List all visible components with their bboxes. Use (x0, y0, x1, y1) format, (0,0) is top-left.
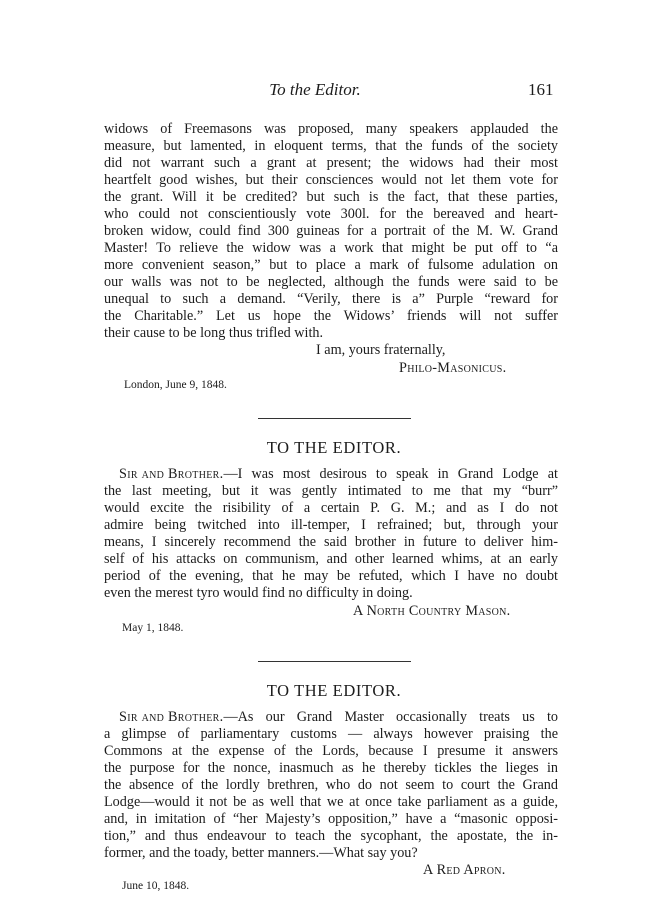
text-line: tion,” and thus endeavour to teach the sycophant, the apostate, the in- (104, 828, 558, 844)
text-line: the purpose for the nonce, inasmuch as he thereby tickles the lieges in (104, 760, 558, 776)
text-line: their cause to be long thus trifled with. (104, 325, 324, 341)
page-number: 161 (528, 80, 554, 99)
text-line: broken widow, could find 300 guineas for a portrait of the M. W. Grand (104, 223, 558, 239)
text-line: period of the evening, that he may be refuted, which I have no doubt (104, 568, 558, 584)
text-line: would excite the risibility of a certain P. G. M.; and as I do not (104, 500, 558, 516)
text-line: former, and the toady, better manners.—What say you? (104, 845, 418, 861)
text-line: means, I sincerely recommend the said brother in future to deliver him- (104, 534, 558, 550)
text-line: a glimpse of parliamentary customs — always however praising the (104, 726, 558, 742)
text-line: the Charitable.” Let us hope the Widows’ friends will not suffer (104, 308, 558, 324)
text-line: heartfelt good wishes, but their consciences would not let them vote for (104, 172, 558, 188)
salutation: Sir and Brother. (119, 466, 224, 482)
text-line: the absence of the lordly brethren, who do not seem to court the Grand (104, 777, 558, 793)
signature: Philo-Masonicus. (399, 360, 507, 376)
text-line: admire being twitched into ill-temper, I refrained; but, through your (104, 517, 558, 533)
text-line: the last meeting, but it was gently intimated to me that my “burr” (104, 483, 558, 499)
salutation: Sir and Brother. (119, 709, 224, 725)
text-line: unequal to such a demand. “Verily, there is a” Purple “reward for (104, 291, 558, 307)
text-line: more convenient season,” but to place a mark of fulsome adulation on (104, 257, 558, 273)
text-line: measure, but lamented, in eloquent terms, that the funds of the society (104, 138, 558, 154)
text-line: who could not conscientiously vote 300l. for the bereaved and heart- (104, 206, 558, 222)
text-line: —As our Grand Master occasionally treats us to (223, 709, 558, 725)
signature: A Red Apron. (423, 862, 506, 878)
text-line: Commons at the expense of the Lords, because I presume it answers (104, 743, 558, 759)
text-line: Lodge—would it not be as well that we at once take parliament as a guide, (104, 794, 558, 810)
text-line: self of his attacks on communism, and other learned whims, at an early (104, 551, 558, 567)
text-line: did not warrant such a grant at present; the widows had their most (104, 155, 558, 171)
place-date: May 1, 1848. (122, 622, 184, 634)
text-line: Master! To relieve the widow was a work that might be put off to “a (104, 240, 558, 256)
text-line: and, in imitation of “her Majesty’s opposition,” have a “masonic opposi- (104, 811, 558, 827)
first-line (119, 709, 558, 726)
divider-rule (258, 418, 411, 419)
place-date: London, June 9, 1848. (124, 379, 227, 391)
text-line: even the merest tyro would find no difficulty in doing. (104, 585, 413, 601)
place-date: June 10, 1848. (122, 880, 190, 892)
text-line: —I was most desirous to speak in Grand Lodge at (223, 466, 558, 482)
text-line: our walls was not to be neglected, although the funds were said to be (104, 274, 558, 290)
closing-line: I am, yours fraternally, (316, 342, 446, 358)
text-line: widows of Freemasons was proposed, many speakers applauded the (104, 121, 558, 137)
letter-heading: TO THE EDITOR. (266, 681, 402, 700)
signature: A North Country Mason. (353, 603, 511, 619)
text-line: the grant. Will it be credited? but such is the fact, that these parties, (104, 189, 558, 205)
divider-rule (258, 661, 411, 662)
header-title: To the Editor. (269, 80, 361, 99)
letter-heading: TO THE EDITOR. (266, 438, 402, 457)
first-line (119, 466, 558, 483)
